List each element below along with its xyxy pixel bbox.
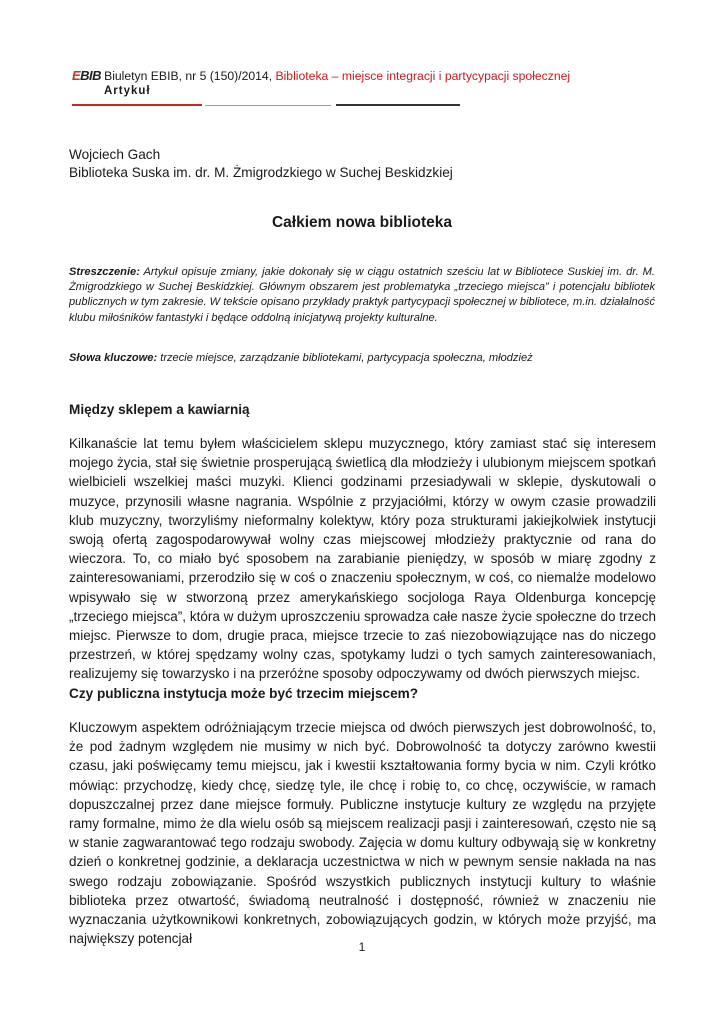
header-rule-red (72, 104, 202, 106)
header-line (72, 68, 632, 84)
journal-citation: Biuletyn EBIB, nr 5 (150)/2014, (104, 69, 276, 83)
abstract-text: Artykuł opisuje zmiany, jakie dokonały się w ciągu ostatnich sześciu lat w Bibliotece Suskiej im. dr. M. Żmigrodzkiego w Suchej Beskidzkiej. Głównym obszarem jest problematyka „trzeciego miejsca” i potencjału bibliotek publicznych w tym zakresie. W tekście opisano przykłady praktyk partycypacji społecznej w bibliotece, m.in. działalność klubu miłośników fantastyki i będące oddolną inicjatywą projekty kulturalne. (69, 266, 655, 324)
ebib-logo (72, 68, 101, 83)
header-rule-gray (205, 105, 331, 106)
keywords-text: trzecie miejsce, zarządzanie bibliotekami, partycypacja społeczna, młodzież (157, 352, 533, 364)
article-title: Całkiem nowa biblioteka (271, 214, 453, 231)
abstract-label: Streszczenie: (69, 266, 140, 278)
section-paragraph: Kilkanaście lat temu byłem właścicielem sklepu muzycznego, który zamiast stać się interesem mojego życia, stał się świetnie prosperującą świetlicą dla młodzieży i ulubionym miejscem spotkań wielbicieli wszelkiej maści muzyki. Klienci godzinami przesiadywali w sklepie, dyskutowali o muzyce, przynosili własne nagrania. Wspólnie z przyjaciółmi, którzy w owym czasie prowadzili klub muzyczny, tworzyliśmy nieformalny kolektyw, który poza strukturami jakiejkolwiek instytucji swoją ofertą zagospodarowywał wolny czas miejscowej młodzieży praktycznie od rana do wieczora. To, co miało być sposobem na zarabianie pieniędzy, w sposób w miarę zgodny z zainteresowaniami, przerodziło się w coś o znaczeniu społecznym, w coś, co niemalże modelowo wpisywało się w stworzoną przez amerykańskiego socjologa Raya Oldenburga koncepcję „trzeciego miejsca”, która w dużym uproszczeniu sprowadza całe nasze życie społeczne do trzech miejsc. Pierwsze to dom, drugie praca, miejsce trzecie to zaś niezobowiązujące nas do niczego przestrzeń, w której spędzamy wolny czas, spotykamy ludzi o tych samych zainteresowaniach, realizujemy się towarzysko i na przeróżne sposoby odpoczywamy od dwóch pierwszych miejsc. (69, 436, 656, 682)
keywords (69, 351, 659, 366)
logo-letter-e: E (72, 68, 81, 83)
section-paragraph: Kluczowym aspektem odróżniającym trzecie miejsca od dwóch pierwszych jest dobrowolność, to, że pod żadnym względem nie musimy w nich być. Dobrowolność ta dotyczy zarówno kwestii czasu, jaki poświęcamy temu miejscu, jak i kwestii kształtowania formy bycia w nim. Czyli krótko mówiąc: przychodzę, kiedy chcę, siedzę tyle, ile chcę i robię to, co chcę, oczywiście, w ramach dopuszczalnej przez dane miejsce formuły. Publiczne instytucje kultury ze względu na przyjęte ramy formalne, mimo że dla wielu osób są miejscem realizacji pasji i zainteresowań, często nie są w stanie zagwarantować tego rodzaju swobody. Zajęcia w domu kultury odbywają się w konkretny dzień o konkretnej godzinie, a deklaracja uczestnictwa w nich w pewnym sensie nakłada na nas swego rodzaju zobowiązanie. Spośród wszystkich publicznych instytucji kultury to właśnie biblioteka przez otwartość, świadomą neutralność i dostępność, również w znaczeniu nie wyznaczania użytkownikowi konkretnych, zobowiązujących godzin, w których może przyjść, ma największy potencjał (69, 720, 656, 947)
header-rule-black (336, 104, 460, 106)
author-affiliation: Biblioteka Suska im. dr. M. Żmigrodzkiego w Suchej Beskidzkiej (69, 165, 453, 180)
author-name: Wojciech Gach (69, 147, 161, 162)
section-heading: Między sklepem a kawiarnią (69, 402, 250, 417)
abstract (69, 265, 655, 326)
section-heading: Czy publiczna instytucja może być trzecim miejscem? (69, 686, 419, 701)
author-block (69, 146, 453, 182)
issue-title: Biblioteka – miejsce integracji i partycypacji społecznej (275, 69, 571, 83)
page-number: 1 (358, 940, 366, 954)
keywords-label: Słowa kluczowe: (69, 352, 158, 364)
logo-letters: BIB (80, 68, 102, 83)
running-header (72, 68, 632, 99)
section-label: Artykuł (104, 85, 151, 97)
